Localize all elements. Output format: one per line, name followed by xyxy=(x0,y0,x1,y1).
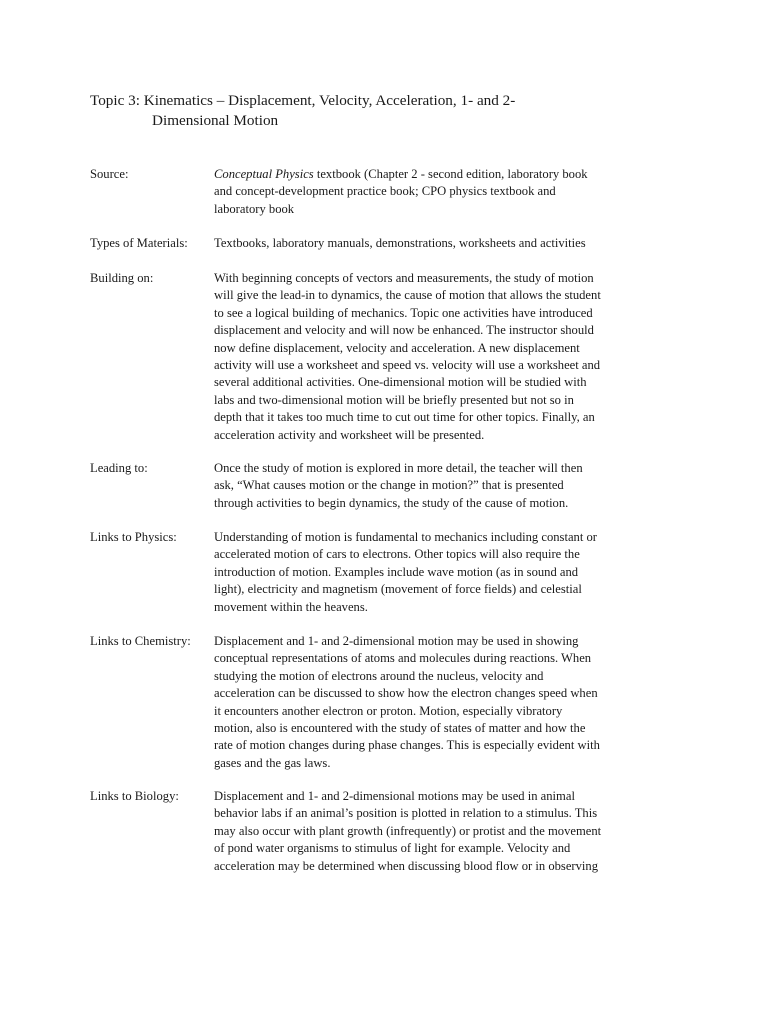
section-label: Links to Physics: xyxy=(90,530,177,544)
body-line xyxy=(214,166,684,183)
body-line: Understanding of motion is fundamental to mechanics including constant or xyxy=(214,530,597,544)
body-line: rate of motion changes during phase changes. This is especially evident with xyxy=(214,738,600,753)
section-body xyxy=(214,633,684,772)
body-line: Textbooks, laboratory manuals, demonstrations, worksheets and activities xyxy=(214,236,586,250)
body-line: displacement and velocity and will now be enhanced. The instructor should xyxy=(214,323,594,338)
body-text: textbook (Chapter 2 - second edition, laboratory book xyxy=(313,167,588,181)
topic-title-line-1: Topic 3: Kinematics – Displacement, Velocity, Acceleration, 1- and 2- xyxy=(90,92,516,109)
topic-title xyxy=(90,91,650,131)
body-line: motion, also is encountered with the study of states of matter and how the xyxy=(214,721,586,736)
body-line: laboratory book xyxy=(214,201,295,216)
body-line: Once the study of motion is explored in more detail, the teacher will then xyxy=(214,461,583,475)
body-line: depth that it takes too much time to cut out time for other topics. Finally, an xyxy=(214,410,595,425)
section-label: Types of Materials: xyxy=(90,236,188,250)
section-body xyxy=(214,460,684,512)
body-line: labs and two-dimensional motion will be briefly presented but not so in xyxy=(214,392,574,407)
body-line: and concept-development practice book; CPO physics textbook and xyxy=(214,184,556,199)
body-line: studying the motion of electrons around the nucleus, velocity and xyxy=(214,668,544,683)
section-body xyxy=(214,270,684,444)
body-line: to see a logical building of mechanics. Topic one activities have introduced xyxy=(214,305,593,320)
body-line: several additional activities. One-dimensional motion will be studied with xyxy=(214,375,587,390)
body-line: through activities to begin dynamics, the study of the cause of motion. xyxy=(214,495,569,510)
body-line: now define displacement, velocity and acceleration. A new displacement xyxy=(214,340,580,355)
body-line: acceleration activity and worksheet will be presented. xyxy=(214,427,485,442)
body-line: Displacement and 1- and 2-dimensional motions may be used in animal xyxy=(214,789,575,803)
body-line: will give the lead-in to dynamics, the cause of motion that allows the student xyxy=(214,288,601,303)
body-line: With beginning concepts of vectors and measurements, the study of motion xyxy=(214,271,594,285)
body-line: of pond water organisms to stimulus of light for example. Velocity and xyxy=(214,841,571,856)
body-line: Displacement and 1- and 2-dimensional motion may be used in showing xyxy=(214,634,579,648)
body-line: introduction of motion. Examples include wave motion (as in sound and xyxy=(214,564,579,579)
topic-title-line-2: Dimensional Motion xyxy=(152,112,279,129)
section-body xyxy=(214,235,684,252)
section-label: Links to Biology: xyxy=(90,789,179,803)
book-title: Conceptual Physics xyxy=(214,167,314,181)
section-body xyxy=(214,529,684,616)
body-line: conceptual representations of atoms and molecules during reactions. When xyxy=(214,651,592,666)
section-body xyxy=(214,166,684,218)
section-label: Source: xyxy=(90,167,129,181)
section-label: Leading to: xyxy=(90,461,148,475)
body-line: accelerated motion of cars to electrons. Other topics will also require the xyxy=(214,547,580,562)
body-line: activity will use a worksheet and speed vs. velocity will use a worksheet and xyxy=(214,358,601,373)
body-line: light), electricity and magnetism (movement of force fields) and celestial xyxy=(214,582,582,597)
body-line: acceleration may be determined when discussing blood flow or in observing xyxy=(214,858,599,873)
body-line: gases and the gas laws. xyxy=(214,755,331,770)
body-line: movement within the heavens. xyxy=(214,599,368,614)
section-body xyxy=(214,788,684,875)
body-line: it encounters another electron or proton. Motion, especially vibratory xyxy=(214,703,563,718)
body-line: acceleration can be discussed to show how the electron changes speed when xyxy=(214,686,598,701)
section-label: Building on: xyxy=(90,271,154,285)
body-line: may also occur with plant growth (infrequently) or protist and the movement xyxy=(214,823,602,838)
body-line: ask, “What causes motion or the change in motion?” that is presented xyxy=(214,478,564,493)
section-label: Links to Chemistry: xyxy=(90,634,191,648)
body-line: behavior labs if an animal’s position is plotted in relation to a stimulus. This xyxy=(214,806,598,821)
